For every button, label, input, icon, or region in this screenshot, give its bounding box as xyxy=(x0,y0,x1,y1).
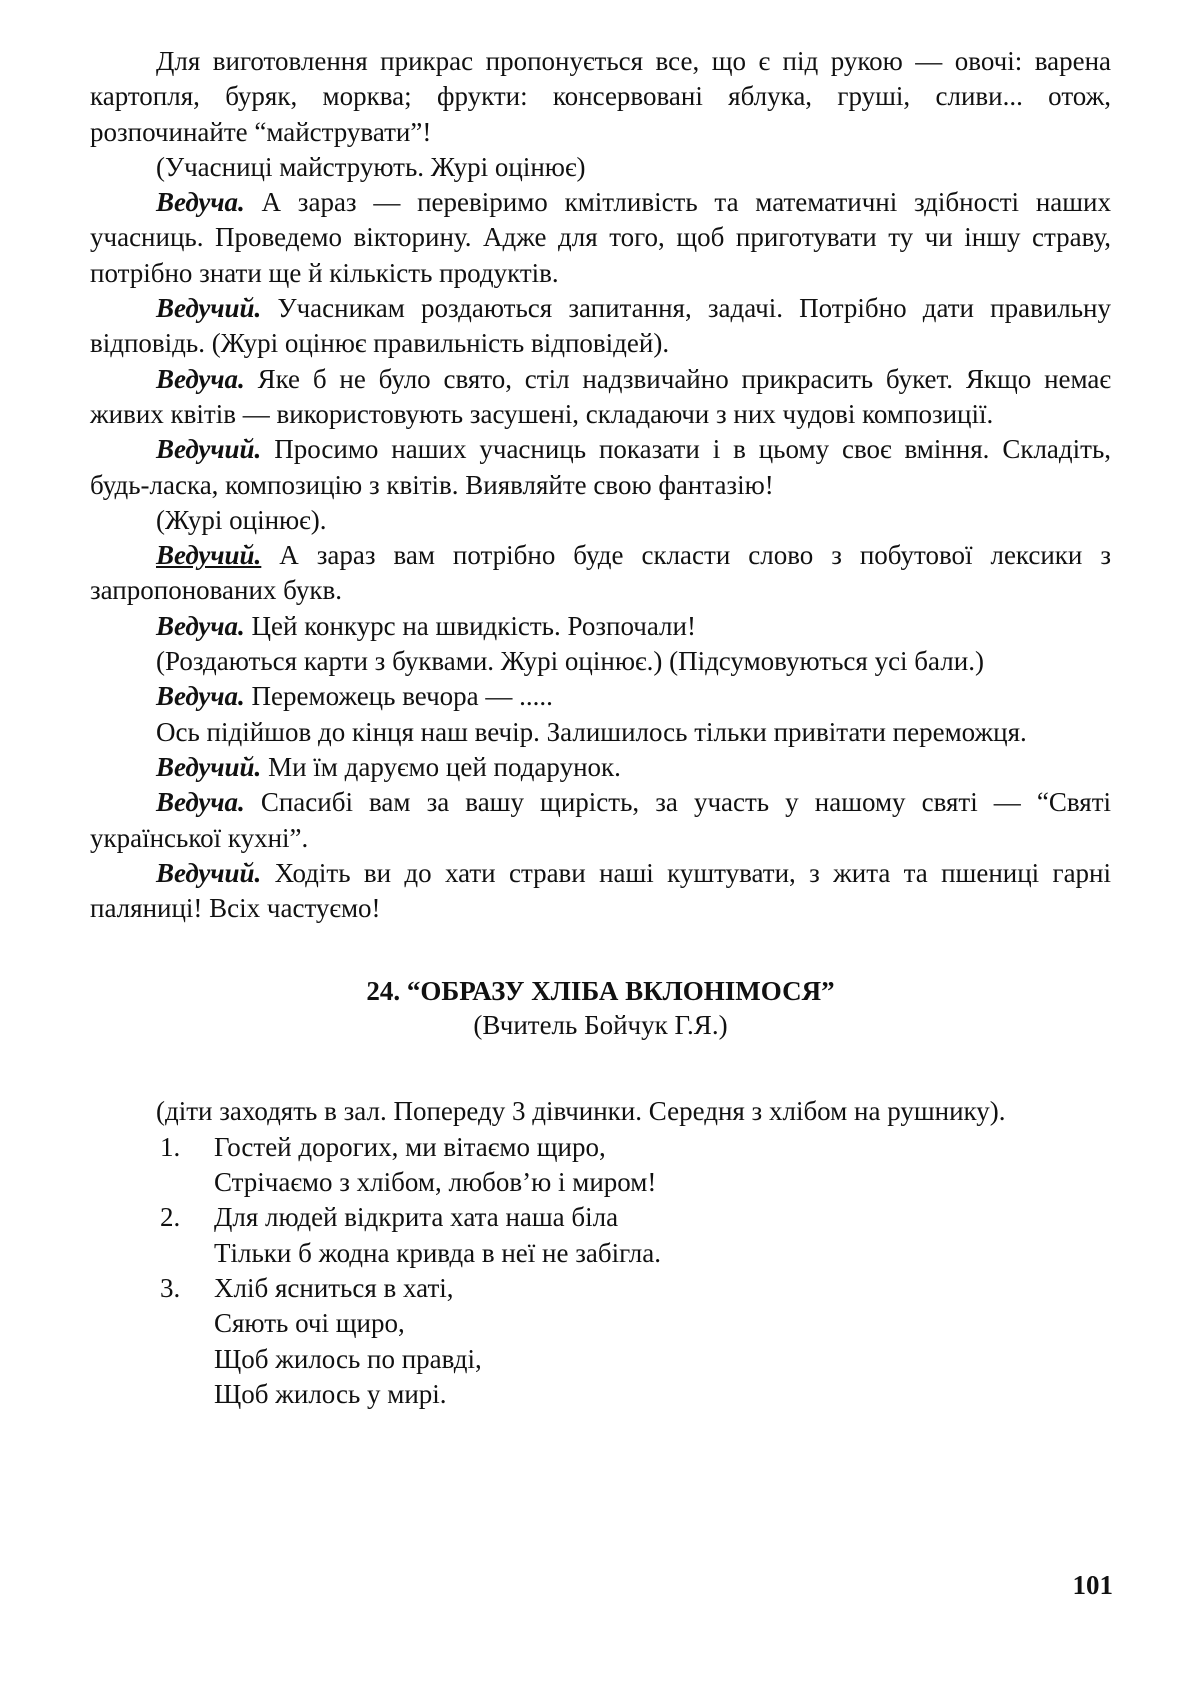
verse xyxy=(90,1130,1111,1201)
paragraph-text: А зараз — перевіримо кмітливість та математичні здібності наших учасниць. Проведемо вікторину. Адже для того, щоб приготувати ту чи іншу страву, потрібно знати ще й кількість продуктів. xyxy=(90,187,1111,288)
paragraph xyxy=(90,856,1111,927)
verse-number: 1. xyxy=(160,1131,181,1162)
page-number: 101 xyxy=(1072,1570,1113,1600)
speaker-name: Ведучий. xyxy=(156,293,262,324)
paragraph-text: А зараз вам потрібно буде скласти слово з побутової лексики з запропонованих букв. xyxy=(90,540,1111,606)
paragraph xyxy=(90,185,1111,291)
stage-direction: (діти заходять в зал. Попереду 3 дівчинки. Середня з хлібом на рушнику). xyxy=(156,1096,1006,1127)
paragraph xyxy=(90,538,1111,609)
paragraph xyxy=(90,291,1111,362)
verse-line: Тільки б жодна кривда в неї не забігла. xyxy=(214,1237,661,1268)
paragraph-text: Спасибі вам за вашу щирість, за участь у нашому святі — “Святі української кухні”. xyxy=(90,787,1111,853)
paragraph-text: Для виготовлення прикрас пропонується все, що є під рукою — овочі: варена картопля, буряк, морква; фрукти: консервовані яблука, груші, сливи... отож, розпочинайте “майструвати”! xyxy=(90,46,1111,147)
speaker-name: Ведучий. xyxy=(156,857,262,888)
paragraph-text: Ходіть ви до хати страви наші куштувати, з жита та пшениці гарні паляниці! Всіх частуємо! xyxy=(90,857,1112,924)
speaker-name: Ведучий. xyxy=(156,540,262,571)
speaker-name: Ведучий. xyxy=(156,434,262,465)
verse-number: 2. xyxy=(160,1202,181,1233)
paragraph xyxy=(90,679,1111,714)
dialogue-text xyxy=(90,44,1111,926)
verse-line: Сяють очі щиро, xyxy=(214,1308,405,1339)
paragraph-text: (Учасниці майструють. Журі оцінює) xyxy=(156,151,586,182)
paragraph xyxy=(90,150,1111,185)
paragraph xyxy=(90,503,1111,538)
verse-line: Гостей дорогих, ми вітаємо щиро, xyxy=(214,1131,606,1162)
paragraph xyxy=(90,362,1111,433)
paragraph xyxy=(90,750,1111,785)
poem xyxy=(90,1130,1111,1412)
paragraph-text: (Журі оцінює). xyxy=(156,504,327,535)
section-title: 24. “ОБРАЗУ ХЛІБА ВКЛОНІМОСЯ” xyxy=(366,976,835,1007)
speaker-name: Ведуча. xyxy=(156,787,245,818)
paragraph xyxy=(90,609,1111,644)
paragraph-text: Ми їм даруємо цей подарунок. xyxy=(268,751,621,782)
speaker-name: Ведуча. xyxy=(156,363,245,394)
paragraph xyxy=(90,785,1111,856)
paragraph xyxy=(90,432,1111,503)
paragraph-text: Учасникам роздаються запитання, задачі. Потрібно дати правильну відповідь. (Журі оцінює правильність відповідей). xyxy=(90,293,1111,359)
verse-number: 3. xyxy=(160,1272,181,1303)
speaker-name: Ведуча. xyxy=(156,681,245,712)
verse-line: Хліб ясниться в хаті, xyxy=(214,1272,454,1303)
paragraph xyxy=(90,715,1111,750)
verse xyxy=(90,1200,1111,1271)
paragraph-text: Переможець вечора — ..... xyxy=(251,681,553,712)
verse xyxy=(90,1271,1111,1412)
verse-line: Щоб жилось у мирі. xyxy=(214,1378,447,1409)
paragraph-text: (Роздаються карти з буквами. Журі оцінює.) (Підсумовуються усі бали.) xyxy=(156,646,984,677)
paragraph xyxy=(90,644,1111,679)
verse-line: Стрічаємо з хлібом, любов’ю і миром! xyxy=(214,1167,657,1198)
verse-line: Щоб жилось по правді, xyxy=(214,1343,482,1374)
speaker-name: Ведучий. xyxy=(156,751,262,782)
paragraph-text: Яке б не було свято, стіл надзвичайно прикрасить букет. Якщо немає живих квітів — використовують засушені, складаючи з них чудові композиції. xyxy=(90,363,1112,429)
speaker-name: Ведуча. xyxy=(156,187,245,218)
verse-line: Для людей відкрита хата наша біла xyxy=(214,1202,619,1233)
paragraph xyxy=(90,44,1111,150)
speaker-name: Ведуча. xyxy=(156,610,245,641)
section-author: (Вчитель Бойчук Г.Я.) xyxy=(473,1010,728,1041)
paragraph-text: Просимо наших учасниць показати і в цьому своє вміння. Складіть, будь-ласка, композицію з квітів. Виявляйте свою фантазію! xyxy=(90,434,1112,500)
paragraph-text: Цей конкурс на швидкість. Розпочали! xyxy=(251,610,696,641)
paragraph-text: Ось підійшов до кінця наш вечір. Залишилось тільки привітати переможця. xyxy=(156,716,1027,747)
